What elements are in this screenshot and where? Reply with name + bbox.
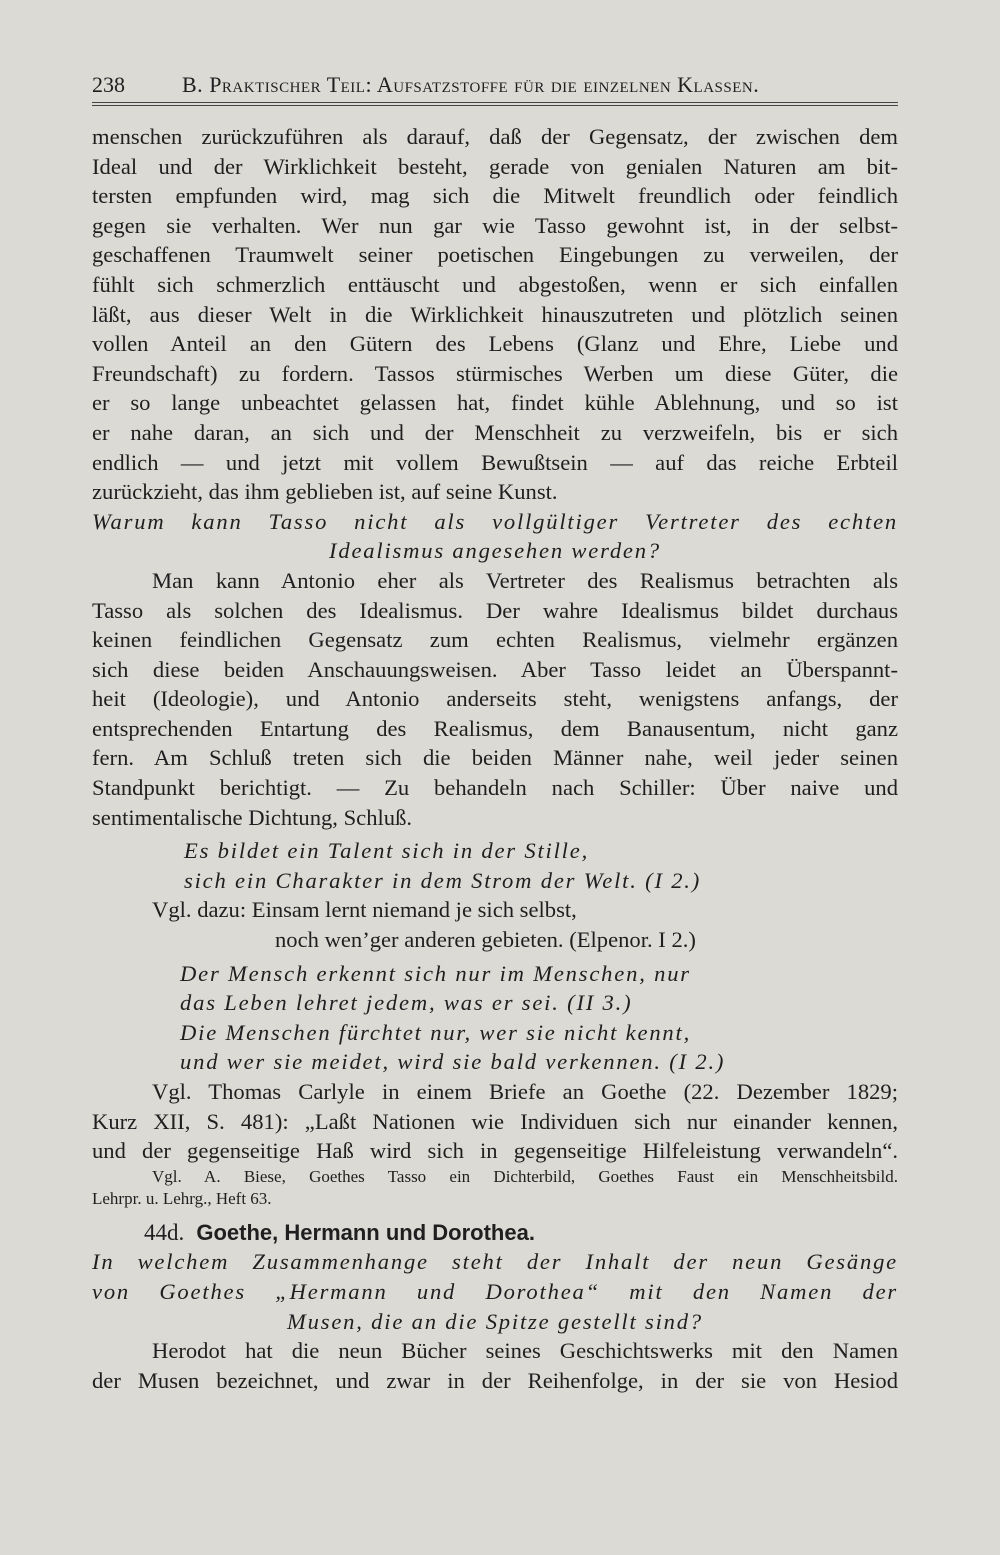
verse-line: Es bildet ein Talent sich in der Stille, [184,838,590,864]
running-title-prefix: B. [182,72,210,97]
verse-line: Die Menschen fürchtet nur, wer sie nicht kennt, [180,1019,692,1045]
text-line: heit (Ideologie), und Antonio anderseits steht, wenigstens anfangs, der [92,686,898,712]
text-line: Vgl. Thomas Carlyle in einem Briefe an Goethe (22. Dezember 1829; [152,1079,898,1104]
text-line: der Musen bezeichnet, und zwar in der Reihenfolge, in der sie von Hesiod [92,1367,898,1393]
text-line: Ideal und der Wirklichkeit besteht, gerade von genialen Naturen am bit- [92,153,898,179]
text-line: menschen zurückzuführen als darauf, daß der Gegensatz, der zwischen dem [92,124,898,149]
text-line: entsprechenden Entartung des Realismus, dem Banausentum, nicht ganz [92,715,898,741]
text-line: sentimentalische Dichtung, Schluß. [92,804,413,830]
text-line: keinen feindlichen Gegensatz zum echten Realismus, vielmehr ergänzen [92,627,898,653]
running-title [182,72,759,98]
section-number: 44d. [144,1219,185,1245]
text-line: sich diese beiden Anschauungsweisen. Aber Tasso leidet an Überspannt- [92,656,898,682]
question-line: In welchem Zusammenhange steht der Inhalt der neun Gesänge [92,1249,898,1275]
page-body [92,122,898,1395]
text-line: zurückzieht, das ihm geblieben ist, auf seine Kunst. [92,479,558,505]
header-rule [92,102,898,106]
footnote [92,1166,898,1210]
text-line: er nahe daran, an sich und der Menschheit zu verzweifeln, bis er sich [92,419,898,445]
paragraph-1 [92,122,898,507]
text-line: Standpunkt berichtigt. — Zu behandeln nach Schiller: Über naive und [92,775,898,801]
text-line: Kurz XII, S. 481): „Laßt Nationen wie Individuen sich nur einander kennen, [92,1108,898,1134]
paragraph-4 [92,1336,898,1395]
footnote-line: Lehrpr. u. Lehrg., Heft 63. [92,1188,272,1208]
vgl-line-1: Vgl. dazu: Einsam lernt niemand je sich selbst, [152,897,577,923]
text-line: Man kann Antonio eher als Vertreter des Realismus betrachten als [152,567,898,593]
text-line: tersten empfunden wird, mag sich die Mitwelt freundlich oder feindlich [92,183,898,209]
paragraph-3 [92,1077,898,1166]
text-line: fern. Am Schluß treten sich die beiden Männer nahe, weil jeder seinen [92,745,898,771]
question-line: Warum kann Tasso nicht als vollgültiger Vertreter des echten [92,508,898,534]
question-line: von Goethes „Hermann und Dorothea“ mit den Namen der [92,1278,898,1304]
paragraph-2 [92,566,898,832]
text-line: läßt, aus dieser Welt in die Wirklichkeit hinauszutreten und plötzlich seinen [92,301,898,327]
section-title: Goethe, Hermann und Dorothea. [196,1219,535,1245]
verse-line: und wer sie meidet, wird sie bald verkennen. (I 2.) [180,1049,726,1075]
text-line: Herodot hat die neun Bücher seines Geschichtswerks mit den Namen [152,1338,898,1364]
question-1 [92,507,898,566]
verse-quote-2 [92,959,898,1077]
text-line: vollen Anteil an den Gütern des Lebens (Glanz und Ehre, Liebe und [92,331,898,357]
footnote-line: Vgl. A. Biese, Goethes Tasso ein Dichterbild, Goethes Faust ein Menschheitsbild. [152,1166,898,1186]
text-line: geschaffenen Traumwelt seiner poetischen Eingebungen zu verweilen, der [92,242,898,268]
vgl-line-2: noch wen’ger anderen gebieten. (Elpenor. I 2.) [275,927,696,953]
text-line: er so lange unbeachtet gelassen hat, findet kühle Ablehnung, und so ist [92,390,898,416]
text-line: und der gegenseitige Haß wird sich in gegenseitige Hilfeleistung verwandeln“. [92,1138,898,1164]
page-number: 238 [92,72,125,97]
text-line: gegen sie verhalten. Wer nun gar wie Tasso gewohnt ist, in der selbst- [92,212,898,238]
verse-line: Der Mensch erkennt sich nur im Menschen, nur [180,960,691,986]
question-line: Idealismus angesehen werden? [329,538,661,564]
question-2 [92,1247,898,1336]
running-title-text: Praktischer Teil: Aufsatzstoffe für die einzelnen Klassen. [209,72,760,97]
text-line: Tasso als solchen des Idealismus. Der wahre Idealismus bildet durchaus [92,597,898,623]
section-heading [92,1218,898,1248]
verse-line: sich ein Charakter in dem Strom der Welt. (I 2.) [184,867,702,893]
verse-quote-1 [92,836,898,895]
question-line: Musen, die an die Spitze gestellt sind? [287,1308,703,1334]
text-line: Freundschaft) zu fordern. Tassos stürmisches Werben um diese Güter, die [92,360,898,386]
vgl-quote [92,895,898,954]
text-line: endlich — und jetzt mit vollem Bewußtsein — auf das reiche Erbteil [92,449,898,475]
verse-line: das Leben lehret jedem, was er sei. (II 3.) [180,990,633,1016]
text-line: fühlt sich schmerzlich enttäuscht und abgestoßen, wenn er sich einfallen [92,271,898,297]
